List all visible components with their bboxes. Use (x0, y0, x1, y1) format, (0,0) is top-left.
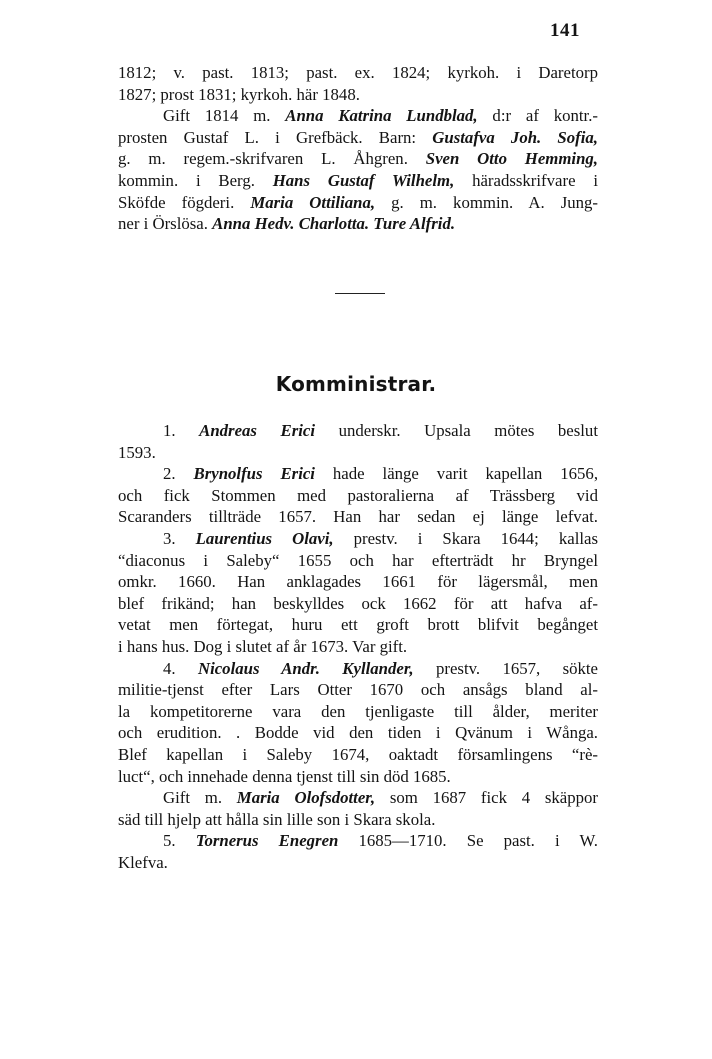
text-segment: ner i Örslösa. (118, 214, 213, 234)
entry-5-line (118, 830, 598, 852)
entry-number: 4. (163, 658, 198, 678)
person-name: Nicolaus Andr. Kyllander, (197, 658, 414, 678)
text-segment: Sköfde fögderi. (118, 192, 251, 212)
text-line: la kompetitorerne vara den tjenligaste till ålder, meriter (118, 701, 598, 721)
entries-list (118, 420, 598, 873)
text-line: Klefva. (118, 852, 168, 872)
text-line: och fick Stommen med pastoralierna af Trässberg vid (118, 485, 598, 505)
text-segment: kommin. i Berg. (118, 170, 273, 190)
page-number: 141 (550, 20, 580, 41)
text-line (118, 127, 598, 149)
person-name: Sven Otto Hemming, (425, 149, 598, 169)
section-divider (335, 293, 385, 294)
person-name: Maria Ottiliana, (250, 192, 376, 212)
person-name: Gustafva Joh. Sofia, (432, 127, 598, 147)
text-line: 1827; prost 1831; kyrkoh. här 1848. (118, 84, 360, 104)
text-line: 1812; v. past. 1813; past. ex. 1824; kyrkoh. i Daretorp (118, 63, 598, 82)
text-segment: Gift 1814 m. (163, 106, 286, 126)
person-name: Anna Katrina Lundblad, (285, 106, 478, 126)
text-line: och erudition. . Bodde vid den tiden i Qvänum i Wånga. (118, 723, 598, 743)
text-segment: Gift m. (163, 788, 237, 808)
text-line: “diaconus i Saleby“ 1655 och har efterträdt hr Bryngel (118, 550, 598, 570)
text-segment: g. m. regem.-skrifvaren L. Åhgren. (118, 149, 426, 169)
text-line: vetat men förtegat, huru ett groft brott blifvit begånget (118, 615, 598, 635)
text-segment: som 1687 fick 4 skäppor (375, 788, 599, 808)
text-line: militie-tjenst efter Lars Otter 1670 och ansågs bland al- (118, 680, 598, 700)
text-line (118, 170, 598, 192)
entry-number: 1. (163, 421, 200, 440)
text-segment: g. m. kommin. A. Jung- (375, 192, 598, 212)
text-segment: prestv. i Skara 1644; kallas (333, 528, 598, 548)
entry-number: 3. (163, 528, 196, 548)
text-line (118, 787, 598, 809)
entry-1-line (118, 420, 598, 442)
text-line (118, 105, 598, 127)
text-segment: hade länge varit kapellan 1656, (314, 464, 599, 484)
text-line: 1593. (118, 442, 156, 462)
text-line: Scaranders tillträde 1657. Han har sedan ej länge lefvat. (118, 507, 598, 527)
person-name: Hans Gustaf Wilhelm, (272, 170, 455, 190)
entry-number: 5. (163, 831, 196, 851)
text-segment: prestv. 1657, sökte (413, 658, 598, 678)
text-line: säd till hjelp att hålla sin lille son i Skara skola. (118, 809, 436, 829)
person-name: Brynolfus Erici (193, 464, 315, 484)
text-line: i hans hus. Dog i slutet af år 1673. Var gift. (118, 636, 408, 656)
text-segment: d:r af kontr.- (477, 106, 598, 126)
text-segment: underskr. Upsala mötes beslut (315, 421, 598, 440)
person-name: Maria Olofsdotter, (236, 788, 376, 808)
text-line (118, 148, 598, 170)
text-segment: häradsskrifvare i (454, 170, 598, 190)
text-segment: 1685—1710. Se past. i W. (338, 831, 598, 851)
text-line: blef frikänd; han beskylldes ock 1662 för att hafva af- (118, 593, 598, 613)
top-paragraph (118, 62, 598, 235)
section-heading: Komministrar. (275, 372, 437, 396)
entry-2-line (118, 463, 598, 485)
text-segment: prosten Gustaf L. i Grefbäck. Barn: (118, 127, 433, 147)
text-line (118, 192, 598, 214)
person-name: Anna Hedv. Charlotta. Ture Alfrid. (212, 214, 456, 234)
person-name: Andreas Erici (199, 421, 316, 440)
entry-3-line (118, 528, 598, 550)
person-name: Laurentius Olavi, (195, 528, 334, 548)
entry-4-line (118, 658, 598, 680)
text-line: omkr. 1660. Han anklagades 1661 för lägersmål, men (118, 572, 598, 592)
text-line (118, 213, 598, 235)
entry-number: 2. (163, 464, 194, 484)
text-line: Blef kapellan i Saleby 1674, oaktadt församlingens “rè- (118, 744, 598, 764)
person-name: Tornerus Enegren (195, 831, 339, 851)
text-line: luct“, och innehade denna tjenst till sin död 1685. (118, 766, 451, 786)
